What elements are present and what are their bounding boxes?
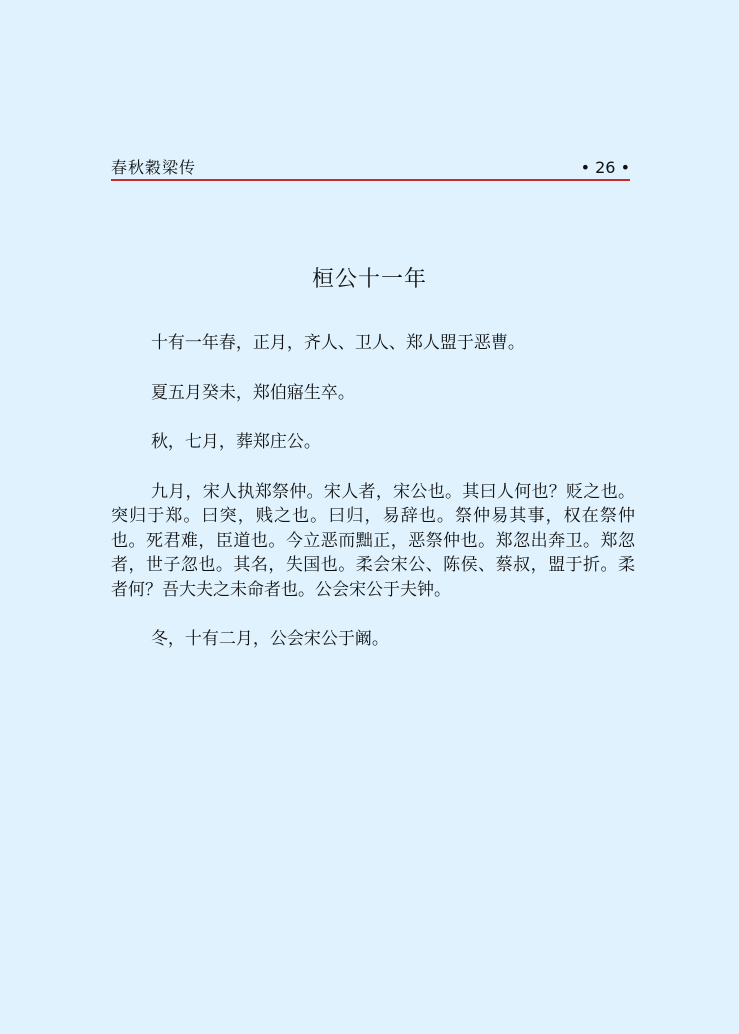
paragraph: 秋，七月，葬郑庄公。 [150,432,321,452]
body-text [111,331,635,677]
paragraph: 夏五月癸未，郑伯寤生卒。 [150,382,355,403]
book-title: 春秋穀梁传 [111,158,197,177]
chapter-title: 桓公十一年 [311,267,427,292]
paragraph: 九月，宋人执郑祭仲。宋人者，宋公也。其曰人何也？贬之也。突归于郑。曰突，贱之也。曰归，易辞也。祭仲易其事，权在祭仲也。死君难，臣道也。今立恶而黜正，恶祭仲也。郑忽出奔卫。郑忽者，世子忽也。其名，失国也。柔会宋公、陈侯、蔡叔，盟于折。柔者何？吾大夫之未命者也。公会宋公于夫钟。 [111,481,635,600]
paragraph: 冬，十有二月，公会宋公于阚。 [150,629,389,649]
paragraph: 十有一年春，正月，齐人、卫人、郑人盟于恶曹。 [150,333,525,353]
page-number: • 26 • [580,158,630,177]
running-header [111,157,630,181]
